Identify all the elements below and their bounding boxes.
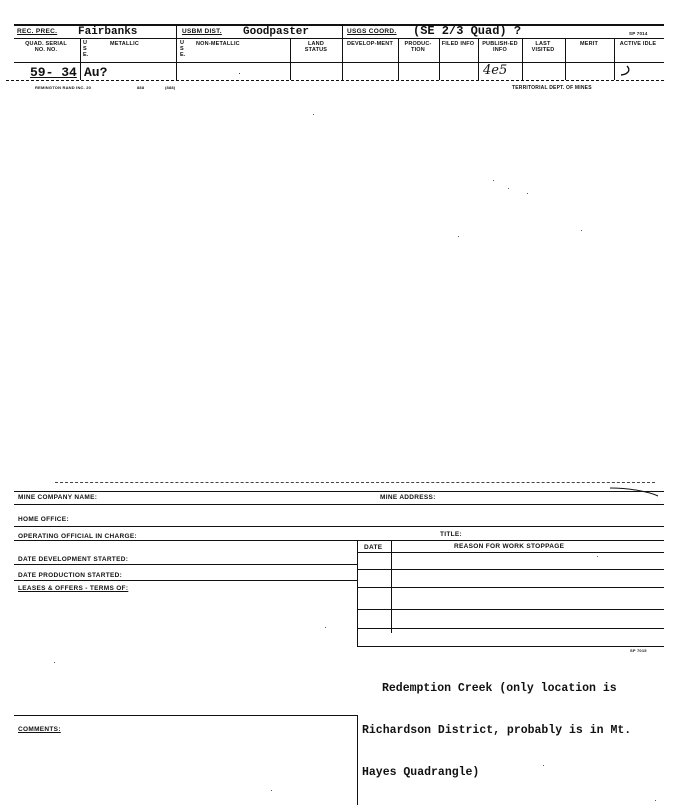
note-line-1: Redemption Creek (only location is (382, 682, 617, 695)
card-top-line (14, 491, 664, 492)
col-metallic: METALLIC (110, 41, 139, 47)
col-use-2: U S E. (180, 40, 186, 58)
footer-code-1: 888 (137, 85, 145, 90)
footer-printer: REMINGTON RAND INC. 20 (35, 85, 92, 90)
home-office-label: HOME OFFICE: (18, 516, 69, 523)
row-line-2 (14, 526, 664, 527)
header-divider (14, 38, 664, 39)
row-line-5 (14, 580, 357, 581)
col-sep-prod (398, 38, 399, 80)
col-sep-filed (439, 38, 440, 80)
rec-prec-label: REC. PREC. (17, 28, 58, 35)
bottom-dash-rule (6, 80, 664, 81)
top-form-number: SP 7014 (629, 31, 648, 36)
redemption-creek-note (362, 654, 631, 808)
published-info-value: 4e5 (483, 63, 508, 78)
col-filed-info: FILED INFO (441, 41, 475, 47)
date-column-label: DATE (364, 544, 383, 551)
non-metallic-mark: · (238, 68, 241, 78)
row-line-1 (14, 504, 664, 505)
reason-column-label: REASON FOR WORK STOPPAGE (454, 543, 565, 550)
usgs-coord-label: USGS COORD. (347, 28, 397, 35)
col-production: PRODUC-TION (404, 41, 432, 53)
note-line-3: Hayes Quadrangle) (362, 766, 480, 779)
title-label: TITLE: (440, 531, 463, 538)
row-line-3 (14, 540, 664, 541)
col-sep-active (614, 38, 615, 80)
footer-dept: TERRITORIAL DEPT. OF MINES (512, 85, 592, 91)
active-idle-check-mark (619, 64, 633, 76)
col-non-metallic: NON-METALLIC (196, 41, 240, 47)
mine-company-name-label: MINE COMPANY NAME: (18, 494, 98, 501)
mine-address-label: MINE ADDRESS: (380, 494, 436, 501)
metallic-value: Au? (84, 65, 108, 80)
col-sep-use1 (80, 38, 81, 80)
col-sep-last (522, 38, 523, 80)
col-published-info: PUBLISH-ED INFO (482, 41, 518, 53)
rec-prec-value: Fairbanks (78, 26, 138, 38)
col-quad-label-1: QUAD. SERIAL (25, 41, 67, 47)
usbm-dist-label: USBM DIST. (182, 28, 222, 35)
card-top-dash (55, 482, 655, 483)
reason-line-4 (357, 628, 664, 629)
quad-serial-value: 59- 34 (30, 65, 77, 80)
operating-official-label: OPERATING OFFICIAL IN CHARGE: (18, 533, 137, 540)
reason-speck: · (596, 552, 599, 561)
corner-curve (610, 484, 660, 498)
header-sep-2 (342, 24, 343, 38)
leases-label: LEASES & OFFERS - TERMS OF: (18, 585, 129, 592)
col-active-idle: ACTIVE IDLE (619, 41, 657, 47)
comments-divider (357, 715, 358, 805)
reason-line-3 (357, 609, 664, 610)
reason-line-2 (357, 587, 664, 588)
date-production-label: DATE PRODUCTION STARTED: (18, 572, 123, 579)
reason-line-5 (357, 646, 664, 647)
reason-line-1 (357, 569, 664, 570)
col-sep-pub (478, 38, 479, 80)
comments-label: COMMENTS: (18, 726, 61, 733)
col-sep-dev (342, 38, 343, 80)
date-col-left (357, 540, 358, 646)
col-sep-merit (565, 38, 566, 80)
col-quad-serial (16, 41, 76, 53)
col-merit: MERIT (579, 41, 599, 47)
bottom-form-number: SP 7015 (630, 648, 647, 653)
date-development-label: DATE DEVELOPMENT STARTED: (18, 556, 129, 563)
col-sep-land (290, 38, 291, 80)
col-last-visited: LAST VISITED (531, 41, 555, 53)
note-line-2: Richardson District, probably is in Mt. (362, 724, 632, 737)
col-quad-label-2: NO. NO. (34, 47, 58, 53)
header-sep-1 (176, 24, 177, 80)
row-line-4 (14, 564, 357, 565)
footer-code-2: (888) (165, 85, 176, 90)
comments-top-line (14, 715, 357, 716)
col-land-status: LAND STATUS (304, 41, 328, 53)
column-header-divider (14, 62, 664, 63)
col-use-1: U S E. (83, 40, 89, 58)
usgs-coord-value: (SE 2/3 Quad) ? (413, 24, 522, 38)
reason-header-line (357, 552, 664, 553)
usbm-dist-value: Goodpaster (243, 26, 310, 38)
col-development: DEVELOP-MENT (346, 41, 394, 47)
